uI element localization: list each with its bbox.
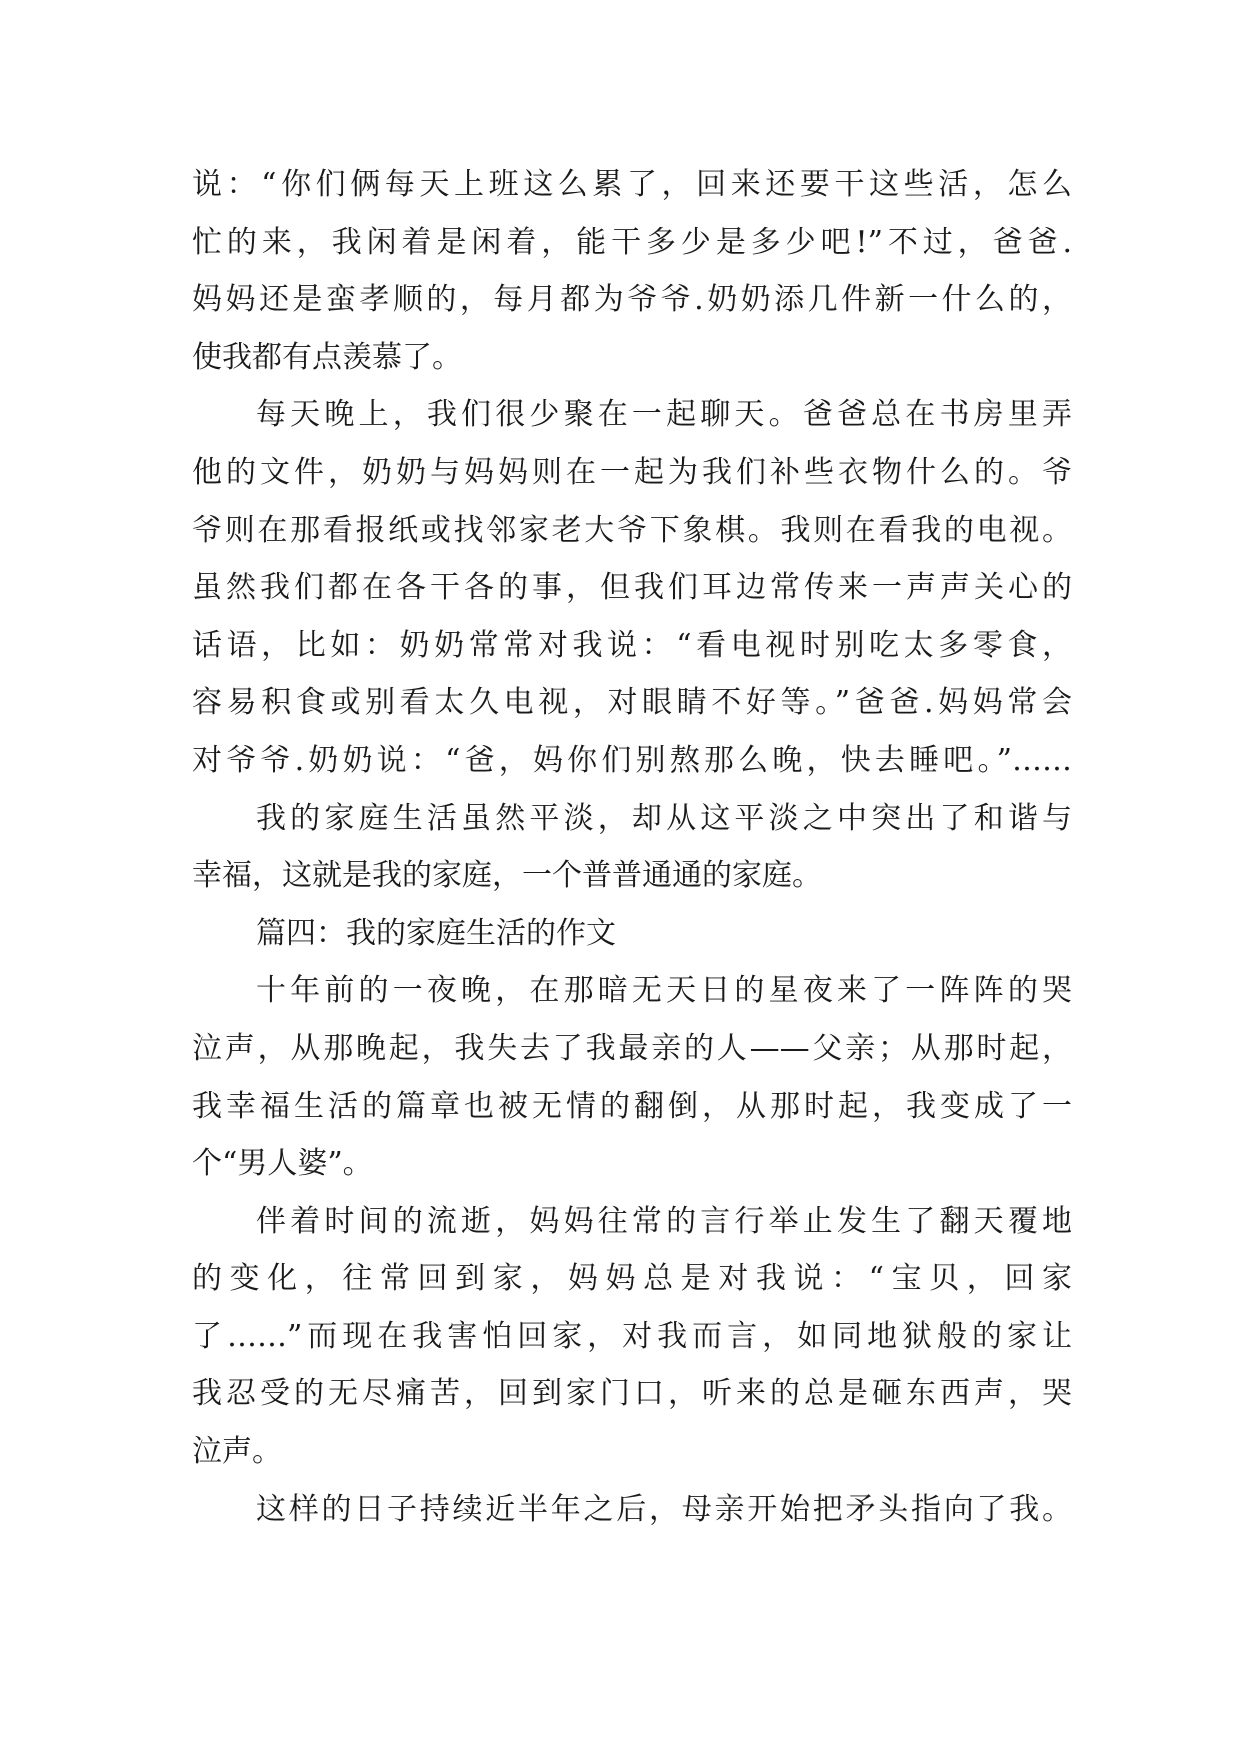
text-line: 幸福，这就是我的家庭，一个普普通通的家庭。 (192, 858, 822, 894)
text-line: 泣声，从那晚起，我失去了我最亲的人——父亲；从那时起， (192, 1030, 1072, 1066)
text-line: 伴着时间的流逝，妈妈往常的言行举止发生了翻天覆地 (256, 1203, 1072, 1239)
text-line: 对爷爷.奶奶说：“爸，妈你们别熬那么晚，快去睡吧。”…… (192, 742, 1072, 778)
text-line: 每天晚上，我们很少聚在一起聊天。爸爸总在书房里弄 (256, 397, 1072, 433)
text-line: 了……”而现在我害怕回家，对我而言，如同地狱般的家让 (192, 1318, 1072, 1354)
text-line: 泣声。 (192, 1434, 282, 1470)
text-line: 忙的来，我闲着是闲着，能干多少是多少吧!”不过，爸爸. (192, 224, 1072, 260)
text-line: 个“男人婆”。 (192, 1146, 373, 1182)
text-line: 十年前的一夜晚，在那暗无天日的星夜来了一阵阵的哭 (256, 973, 1072, 1009)
text-line: 我的家庭生活虽然平淡，却从这平淡之中突出了和谐与 (256, 800, 1072, 836)
text-line: 说：“你们俩每天上班这么累了，回来还要干这些活，怎么 (192, 167, 1072, 202)
text-line: 妈妈还是蛮孝顺的，每月都为爷爷.奶奶添几件新一什么的， (192, 282, 1072, 318)
text-line: 使我都有点羡慕了。 (192, 339, 462, 375)
text-line: 话语，比如：奶奶常常对我说：“看电视时别吃太多零食， (192, 627, 1072, 663)
text-line: 的变化，往常回到家，妈妈总是对我说：“宝贝，回家 (192, 1261, 1072, 1297)
text-line: 容易积食或别看太久电视，对眼睛不好等。”爸爸.妈妈常会 (192, 685, 1072, 721)
text-line: 虽然我们都在各干各的事，但我们耳边常传来一声声关心的 (192, 570, 1072, 606)
text-line: 他的文件，奶奶与妈妈则在一起为我们补些衣物什么的。爷 (192, 454, 1072, 490)
text-line: 爷则在那看报纸或找邻家老大爷下象棋。我则在看我的电视。 (192, 512, 1072, 548)
text-line: 篇四：我的家庭生活的作文 (256, 915, 616, 951)
body-text (192, 156, 1072, 1538)
text-line: 我幸福生活的篇章也被无情的翻倒，从那时起，我变成了一 (192, 1088, 1072, 1124)
text-line: 我忍受的无尽痛苦，回到家门口，听来的总是砸东西声，哭 (192, 1376, 1072, 1412)
text-line: 这样的日子持续近半年之后，母亲开始把矛头指向了我。 (256, 1491, 1072, 1527)
